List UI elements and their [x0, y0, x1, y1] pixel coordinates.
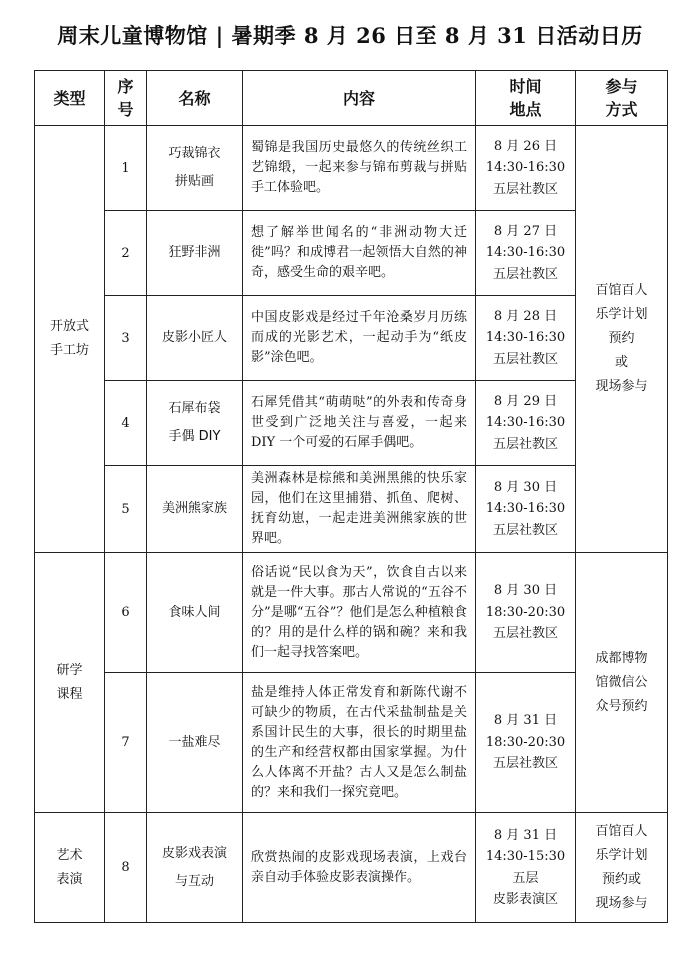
activity-name: 一盐难尽: [147, 673, 243, 813]
activity-content: 想了解举世闻名的“非洲动物大迁徙”吗？和成博君一起领悟大自然的神奇，感受生命的艰辛吧。: [243, 211, 476, 296]
row-seq: 4: [105, 381, 147, 466]
activity-time-place: 8 月 31 日 14:30-15:30 五层 皮影表演区: [476, 813, 576, 923]
category-open-workshop: 开放式 手工坊: [35, 126, 105, 553]
activity-time-place: 8 月 30 日 14:30-16:30 五层社教区: [476, 466, 576, 553]
participation-mode: 成都博物 馆微信公 众号预约: [576, 553, 668, 813]
row-seq: 1: [105, 126, 147, 211]
table-row: [35, 381, 668, 466]
table-row: [35, 673, 668, 813]
activity-name: 皮影小匠人: [147, 296, 243, 381]
activity-name: 巧裁锦衣 拼贴画: [147, 126, 243, 211]
activity-content: 欣赏热闹的皮影戏现场表演，上戏台亲自动手体验皮影表演操作。: [243, 813, 476, 923]
header-content: 内容: [243, 71, 476, 126]
header-row: [35, 71, 668, 126]
table-row: [35, 553, 668, 673]
table-row: [35, 813, 668, 923]
activity-time-place: 8 月 26 日 14:30-16:30 五层社教区: [476, 126, 576, 211]
table-row: [35, 126, 668, 211]
schedule-table: [34, 70, 668, 923]
participation-mode: 百馆百人 乐学计划 预约或 现场参与: [576, 813, 668, 923]
activity-content: 俗话说“民以食为天”，饮食自古以来就是一件大事。那古人常说的“五谷不分”是哪“五谷”？他们是怎么种植粮食的？用的是什么样的锅和碗？来和我们一起寻找答案吧。: [243, 553, 476, 673]
activity-name: 皮影戏表演 与互动: [147, 813, 243, 923]
row-seq: 2: [105, 211, 147, 296]
activity-time-place: 8 月 31 日 18:30-20:30 五层社教区: [476, 673, 576, 813]
category-study-course: 研学 课程: [35, 553, 105, 813]
row-seq: 5: [105, 466, 147, 553]
activity-name: 狂野非洲: [147, 211, 243, 296]
row-seq: 6: [105, 553, 147, 673]
participation-mode: 百馆百人 乐学计划 预约 或 现场参与: [576, 126, 668, 553]
category-art-performance: 艺术 表演: [35, 813, 105, 923]
table-row: [35, 466, 668, 553]
activity-name: 食味人间: [147, 553, 243, 673]
header-seq: 序 号: [105, 71, 147, 126]
activity-name: 美洲熊家族: [147, 466, 243, 553]
header-name: 名称: [147, 71, 243, 126]
table-row: [35, 296, 668, 381]
activity-time-place: 8 月 30 日 18:30-20:30 五层社教区: [476, 553, 576, 673]
header-time: 时间 地点: [476, 71, 576, 126]
activity-content: 中国皮影戏是经过千年沧桑岁月历练而成的光影艺术，一起动手为“纸皮影”涂色吧。: [243, 296, 476, 381]
activity-time-place: 8 月 29 日 14:30-16:30 五层社教区: [476, 381, 576, 466]
row-seq: 3: [105, 296, 147, 381]
activity-name: 石犀布袋 手偶 DIY: [147, 381, 243, 466]
page-title: 周末儿童博物馆 | 暑期季 8 月 26 日至 8 月 31 日活动日历: [57, 23, 643, 48]
activity-content: 盐是维持人体正常发育和新陈代谢不可缺少的物质，在古代采盐制盐是关系国计民生的大事，很长的时期里盐的生产和经营权都由国家掌握。为什么人体离不开盐？古人又是怎么制盐的？来和我们一探究竟吧。: [243, 673, 476, 813]
activity-content: 蜀锦是我国历史最悠久的传统丝织工艺锦缎，一起来参与锦布剪裁与拼贴手工体验吧。: [243, 126, 476, 211]
activity-time-place: 8 月 28 日 14:30-16:30 五层社教区: [476, 296, 576, 381]
row-seq: 7: [105, 673, 147, 813]
header-mode: 参与 方式: [576, 71, 668, 126]
activity-time-place: 8 月 27 日 14:30-16:30 五层社教区: [476, 211, 576, 296]
header-type: 类型: [35, 71, 105, 126]
activity-content: 石犀凭借其“萌萌哒”的外表和传奇身世受到广泛地关注与喜爱，一起来 DIY 一个可爱的石犀手偶吧。: [243, 381, 476, 466]
table-row: [35, 211, 668, 296]
row-seq: 8: [105, 813, 147, 923]
activity-content: 美洲森林是棕熊和美洲黑熊的快乐家园，他们在这里捕猎、抓鱼、爬树、抚育幼崽，一起走进美洲熊家族的世界吧。: [243, 466, 476, 553]
